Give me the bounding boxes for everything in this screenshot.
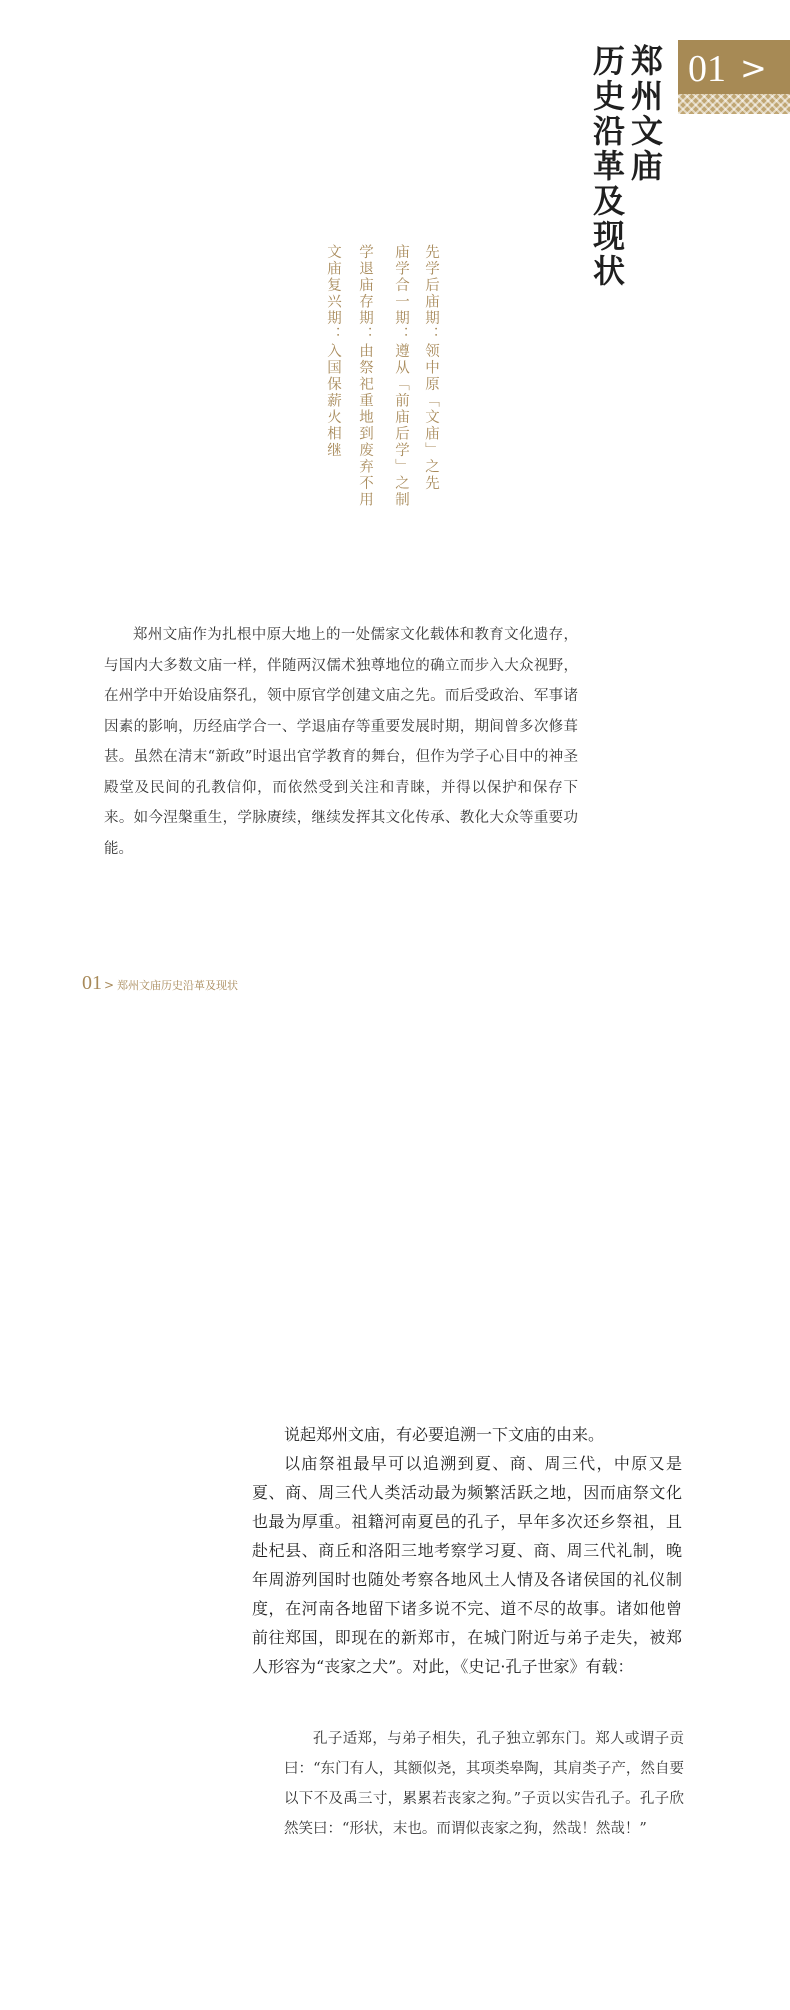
chapter-badge: [678, 40, 790, 114]
quotation-block: 孔子适郑，与弟子相失，孔子独立郭东门。郑人或谓子贡曰：“东门有人，其额似尧，其项类皋陶，其肩类子产，然自要以下不及禹三寸，累累若丧家之狗。”子贡以实告孔子。孔子欣然笑曰：“形状，末也。而谓似丧家之狗，然哉！然哉！”: [284, 1731, 684, 1837]
subtitle-period-3: 学退庙存期：由祭祀重地到废弃不用: [357, 244, 373, 508]
subtitle-period-4: 文庙复兴期：入国保薪火相继: [325, 244, 341, 459]
intro-paragraph: 郑州文庙作为扎根中原大地上的一处儒家文化载体和教育文化遗存，与国内大多数文庙一样，伴随两汉儒术独尊地位的确立而步入大众视野，在州学中开始设庙祭孔，领中原官学创建文庙之先。而后受政治、军事诸因素的影响，历经庙学合一、学退庙存等重要发展时期，期间曾多次修葺甚。虽然在清末“新政”时退出官学教育的舞台，但作为学子心目中的神圣殿堂及民间的孔教信仰，而依然受到关注和青睐，并得以保护和保存下来。如今涅槃重生，学脉赓续，继续发挥其文化传承、教化大众等重要功能。: [104, 627, 578, 857]
body-paragraph-2: 以庙祭祖最早可以追溯到夏、商、周三代，中原又是夏、商、周三代人类活动最为频繁活跃之地，因而庙祭文化也最为厚重。祖籍河南夏邑的孔子，早年多次还乡祭祖，且赴杞县、商丘和洛阳三地考察学习夏、商、周三代礼制，晚年周游列国时也随处考察各地风土人情及各诸侯国的礼仪制度，在河南各地留下诸多说不完、道不尽的故事。诸如他曾前往郑国，即现在的新郑市，在城门附近与弟子走失，被郑人形容为“丧家之犬”。对此，《史记·孔子世家》有载：: [252, 1454, 682, 1676]
chevron-right-icon: >: [740, 49, 767, 87]
section-number: 01: [82, 972, 102, 994]
section-title: 郑州文庙历史沿革及现状: [117, 979, 239, 992]
subtitle-period-2: 庙学合一期：遵从「前庙后学」之制: [393, 244, 409, 508]
title-line-2: 历史沿革及现状: [588, 44, 626, 289]
body-text: [252, 1420, 682, 1681]
decorative-pattern: [678, 94, 790, 114]
chapter-number: 01: [688, 48, 726, 90]
subtitle-period-1: 先学后庙期：领中原「文庙」之先: [423, 244, 439, 492]
section-label: [82, 972, 238, 996]
title-line-1: 郑州文庙: [626, 44, 664, 184]
body-paragraph-1: 说起郑州文庙，有必要追溯一下文庙的由来。: [284, 1425, 605, 1444]
chevron-right-icon: >: [104, 978, 115, 992]
